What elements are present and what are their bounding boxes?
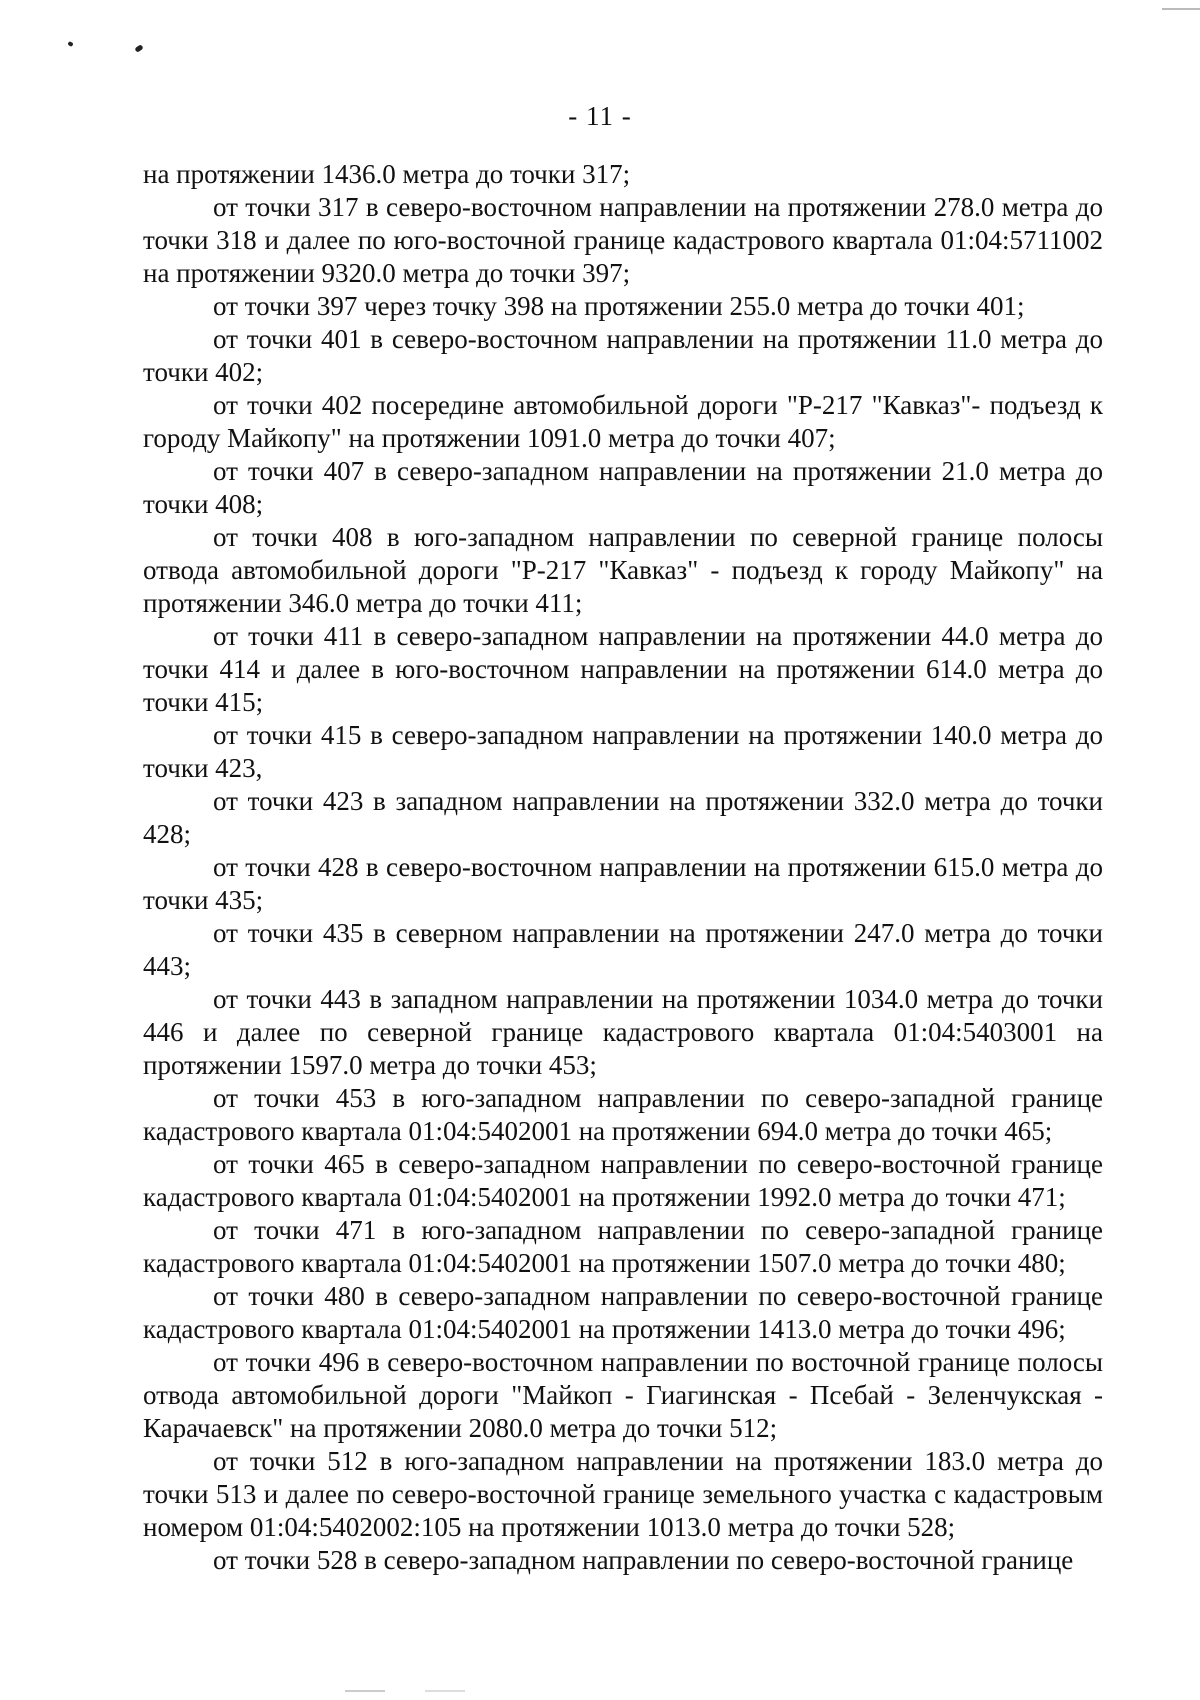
scan-edge-line (1162, 8, 1200, 10)
paragraph: от точки 528 в северо-западном направлении по северо-восточной границе (213, 1545, 1074, 1575)
paragraph: от точки 397 через точку 398 на протяжении 255.0 метра до точки 401; (213, 291, 1025, 321)
paragraph: от точки 411 в северо-западном направлении на протяжении 44.0 метра до точки 414 и далее в юго-восточном направлении на протяжении 614.0 метра до точки 415; (143, 621, 1103, 717)
paragraph: от точки 428 в северо-восточном направлении на протяжении 615.0 метра до точки 435; (143, 852, 1103, 915)
paragraph: от точки 408 в юго-западном направлении по северной границе полосы отвода автомобильной дороги "Р-217 "Кавказ" - подъезд к городу Майкопу" на протяжении 346.0 метра до точки 411; (143, 522, 1103, 618)
paragraph: от точки 407 в северо-западном направлении на протяжении 21.0 метра до точки 408; (143, 456, 1103, 519)
paragraph: от точки 415 в северо-западном направлении на протяжении 140.0 метра до точки 423, (143, 720, 1103, 783)
paragraph: от точки 496 в северо-восточном направлении по восточной границе полосы отвода автомобильной дороги "Майкоп - Гиагинская - Псебай - Зеленчукская - Карачаевск" на протяжении 2080.0 метра до точки 512; (143, 1347, 1103, 1443)
paragraph: от точки 453 в юго-западном направлении по северо-западной границе кадастрового квартала 01:04:5402001 на протяжении 694.0 метра до точки 465; (143, 1083, 1103, 1146)
scan-speck (67, 41, 73, 47)
page-number: - 11 - (568, 101, 632, 131)
scan-edge-mark (425, 1690, 465, 1692)
paragraph: от точки 402 посередине автомобильной дороги "Р-217 "Кавказ"- подъезд к городу Майкопу" на протяжении 1091.0 метра до точки 407; (143, 390, 1103, 453)
paragraph: от точки 401 в северо-восточном направлении на протяжении 11.0 метра до точки 402; (143, 324, 1103, 387)
paragraph: на протяжении 1436.0 метра до точки 317; (143, 159, 631, 189)
document-body (143, 158, 1103, 1577)
paragraph: от точки 423 в западном направлении на протяжении 332.0 метра до точки 428; (143, 786, 1103, 849)
scan-edge-mark (345, 1690, 385, 1692)
paragraph: от точки 480 в северо-западном направлении по северо-восточной границе кадастрового квартала 01:04:5402001 на протяжении 1413.0 метра до точки 496; (143, 1281, 1103, 1344)
paragraph: от точки 512 в юго-западном направлении на протяжении 183.0 метра до точки 513 и далее по северо-восточной границе земельного участка с кадастровым номером 01:04:5402002:105 на протяжении 1013.0 метра до точки 528; (143, 1446, 1103, 1542)
paragraph: от точки 435 в северном направлении на протяжении 247.0 метра до точки 443; (143, 918, 1103, 981)
paragraph: от точки 317 в северо-восточном направлении на протяжении 278.0 метра до точки 318 и далее по юго-восточной границе кадастрового квартала 01:04:5711002 на протяжении 9320.0 метра до точки 397; (143, 192, 1103, 288)
paragraph: от точки 465 в северо-западном направлении по северо-восточной границе кадастрового квартала 01:04:5402001 на протяжении 1992.0 метра до точки 471; (143, 1149, 1103, 1212)
paragraph: от точки 471 в юго-западном направлении по северо-западной границе кадастрового квартала 01:04:5402001 на протяжении 1507.0 метра до точки 480; (143, 1215, 1103, 1278)
paragraph: от точки 443 в западном направлении на протяжении 1034.0 метра до точки 446 и далее по северной границе кадастрового квартала 01:04:5403001 на протяжении 1597.0 метра до точки 453; (143, 984, 1103, 1080)
scan-speck (134, 44, 143, 53)
